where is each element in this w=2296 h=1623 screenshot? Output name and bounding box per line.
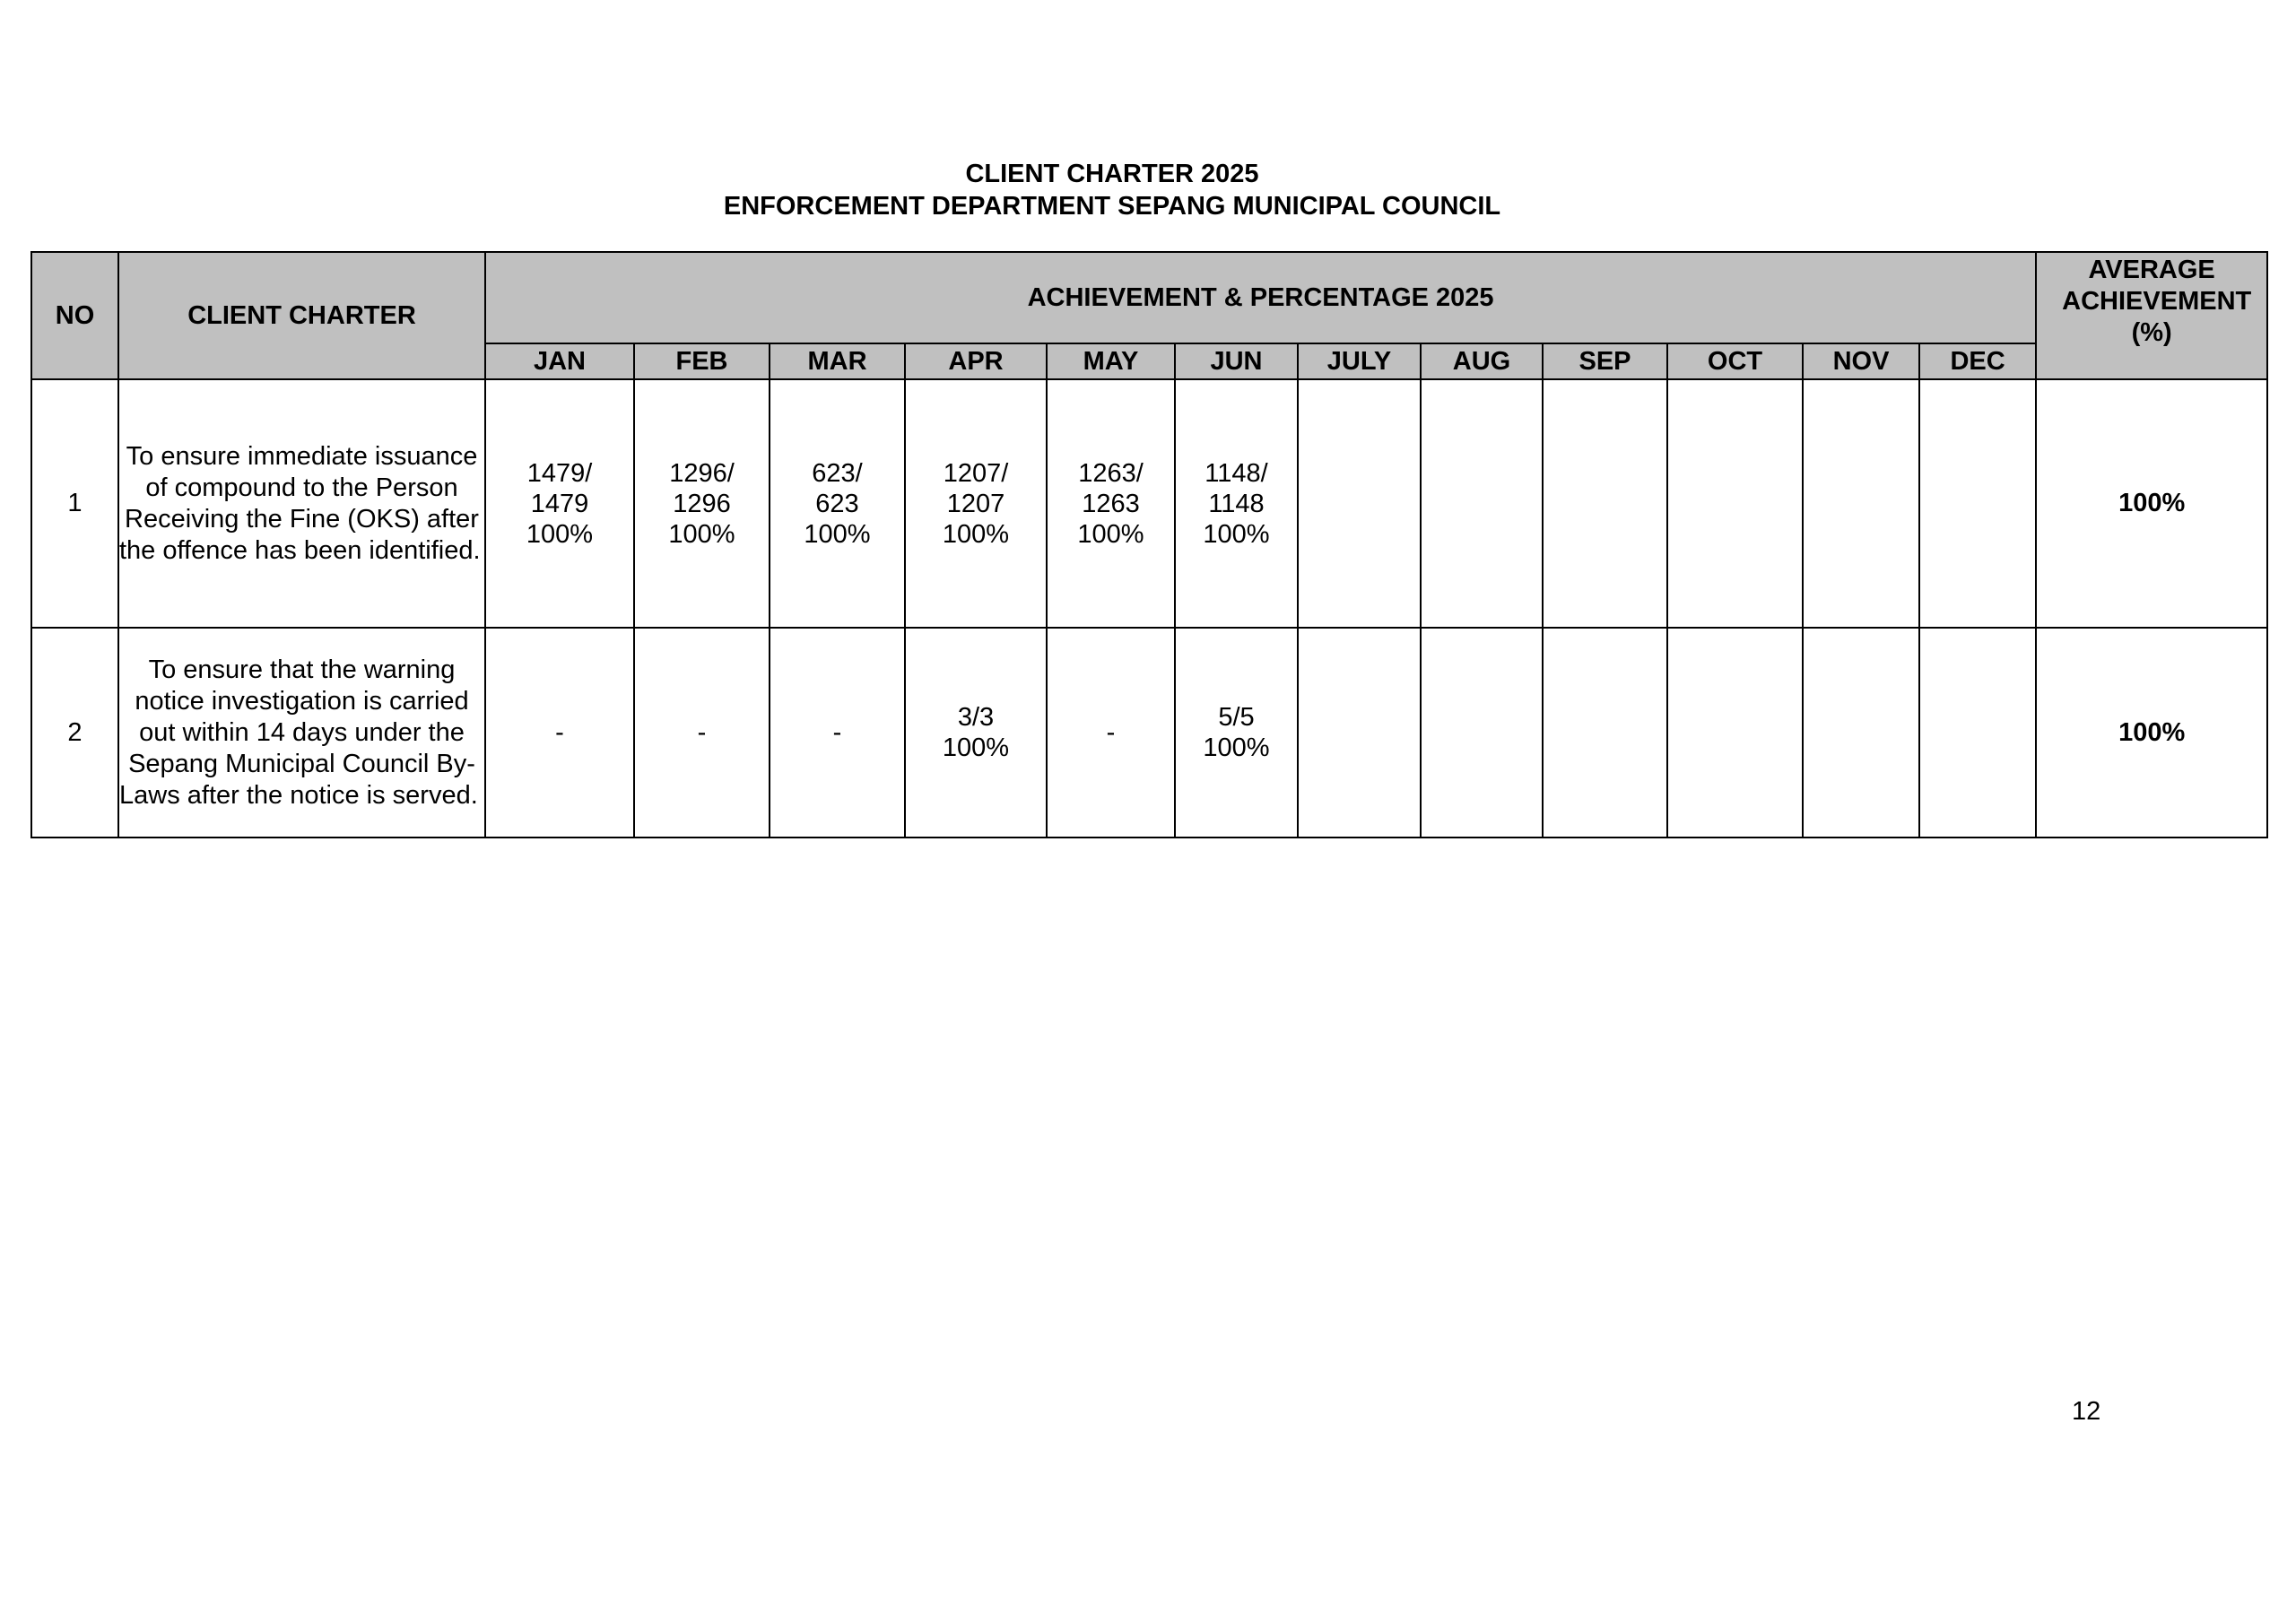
month-header-aug: AUG bbox=[1421, 343, 1543, 379]
page-number: 12 bbox=[2072, 1397, 2101, 1426]
month-cell-july bbox=[1298, 379, 1421, 628]
header-average-label: AVERAGE ACHIEVEMENT (%) bbox=[2062, 256, 2252, 347]
title-line-2: ENFORCEMENT DEPARTMENT SEPANG MUNICIPAL COUNCIL bbox=[723, 192, 1501, 221]
month-header-apr: APR bbox=[905, 343, 1047, 379]
month-cell-jan bbox=[485, 628, 634, 838]
document-title bbox=[0, 158, 2224, 222]
month-cell-dec bbox=[1919, 628, 2036, 838]
month-cell-apr bbox=[905, 379, 1047, 628]
cell-line: 1479 bbox=[530, 489, 589, 518]
month-cell-aug bbox=[1421, 628, 1543, 838]
month-cell-mar bbox=[770, 379, 905, 628]
cell-line: 1263 bbox=[1082, 489, 1140, 518]
month-header-feb: FEB bbox=[634, 343, 770, 379]
month-cell-feb bbox=[634, 628, 770, 838]
cell-line: - bbox=[555, 718, 564, 747]
cell-line: 1296/ bbox=[669, 458, 735, 488]
month-cell-oct bbox=[1667, 379, 1803, 628]
cell-line: 100% bbox=[526, 519, 594, 549]
month-cell-sep bbox=[1543, 379, 1667, 628]
header-no: NO bbox=[31, 252, 118, 379]
month-cell-may bbox=[1047, 379, 1175, 628]
month-cell-mar bbox=[770, 628, 905, 838]
month-header-july: JULY bbox=[1298, 343, 1421, 379]
client-charter-table bbox=[30, 251, 2268, 838]
row-number: 1 bbox=[31, 379, 118, 628]
average-achievement: 100% bbox=[2036, 379, 2267, 628]
average-achievement: 100% bbox=[2036, 628, 2267, 838]
title-line-1: CLIENT CHARTER 2025 bbox=[965, 160, 1259, 188]
month-cell-nov bbox=[1803, 628, 1919, 838]
row-number: 2 bbox=[31, 628, 118, 838]
cell-line: 1263/ bbox=[1078, 458, 1144, 488]
month-cell-dec bbox=[1919, 379, 2036, 628]
cell-line: 1296 bbox=[673, 489, 731, 518]
cell-line: 1479/ bbox=[526, 458, 593, 488]
cell-line: 1148 bbox=[1208, 489, 1265, 518]
month-header-sep: SEP bbox=[1543, 343, 1667, 379]
month-cell-nov bbox=[1803, 379, 1919, 628]
month-header-dec: DEC bbox=[1919, 343, 2036, 379]
cell-line: - bbox=[832, 718, 842, 747]
month-header-jun: JUN bbox=[1175, 343, 1298, 379]
month-header-jan: JAN bbox=[485, 343, 634, 379]
month-cell-may bbox=[1047, 628, 1175, 838]
cell-line: - bbox=[697, 718, 707, 747]
month-header-may: MAY bbox=[1047, 343, 1175, 379]
cell-line: 1148/ bbox=[1205, 458, 1268, 488]
month-cell-apr bbox=[905, 628, 1047, 838]
cell-line: 100% bbox=[1203, 519, 1270, 549]
cell-line: 1207/ bbox=[943, 458, 1009, 488]
header-client-charter: CLIENT CHARTER bbox=[118, 252, 485, 379]
month-cell-sep bbox=[1543, 628, 1667, 838]
month-header-mar: MAR bbox=[770, 343, 905, 379]
cell-line: 100% bbox=[1203, 733, 1270, 762]
cell-line: - bbox=[1106, 718, 1116, 747]
cell-line: 100% bbox=[1077, 519, 1144, 549]
table-row bbox=[31, 628, 2267, 838]
cell-line: 100% bbox=[942, 733, 1010, 762]
cell-line: 623/ bbox=[812, 458, 863, 488]
month-cell-jun bbox=[1175, 379, 1298, 628]
cell-line: 623 bbox=[815, 489, 859, 518]
cell-line: 5/5 bbox=[1218, 703, 1255, 732]
month-header-oct: OCT bbox=[1667, 343, 1803, 379]
charter-description: To ensure immediate issuance of compound to the Person Receiving the Fine (OKS) after the offence has been identified. bbox=[118, 379, 485, 628]
month-cell-july bbox=[1298, 628, 1421, 838]
month-header-nov: NOV bbox=[1803, 343, 1919, 379]
cell-line: 100% bbox=[804, 519, 871, 549]
cell-line: 100% bbox=[668, 519, 735, 549]
month-cell-feb bbox=[634, 379, 770, 628]
cell-line: 3/3 bbox=[957, 703, 995, 732]
cell-line: 1207 bbox=[946, 489, 1005, 518]
table-row bbox=[31, 379, 2267, 628]
month-cell-jan bbox=[485, 379, 634, 628]
header-achievement: ACHIEVEMENT & PERCENTAGE 2025 bbox=[485, 252, 2036, 343]
table-body bbox=[31, 379, 2267, 838]
header-average bbox=[2036, 252, 2267, 379]
month-cell-jun bbox=[1175, 628, 1298, 838]
month-cell-aug bbox=[1421, 379, 1543, 628]
month-cell-oct bbox=[1667, 628, 1803, 838]
cell-line: 100% bbox=[942, 519, 1010, 549]
charter-description: To ensure that the warning notice investigation is carried out within 14 days under the Sepang Municipal Council By-Laws after the notice is served. bbox=[118, 628, 485, 838]
